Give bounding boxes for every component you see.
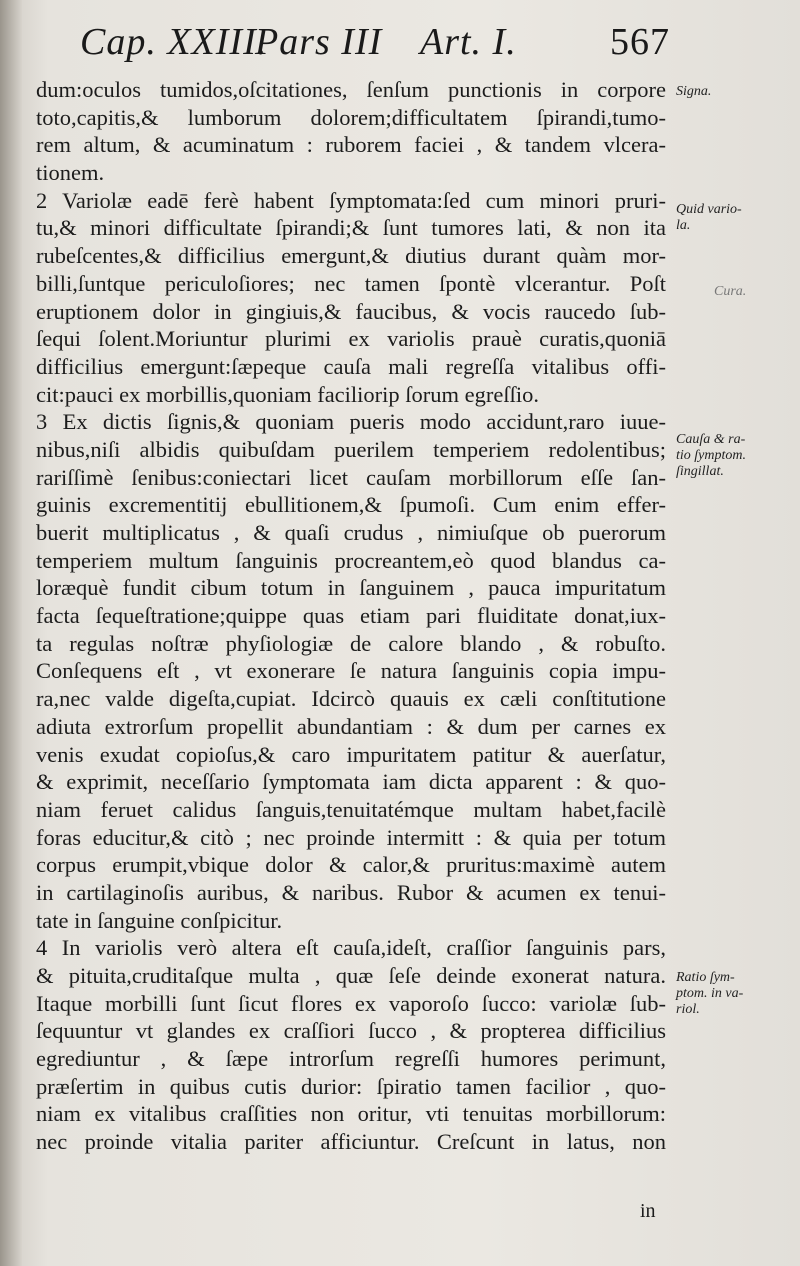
text-line: & pituita,cruditaſque multa , quæ ſeſe deinde exonerat natura.	[36, 963, 666, 988]
text-line: Conſequens eſt , vt exonerare ſe natura ſanguinis copia impu-	[36, 658, 666, 684]
text-line: Itaque morbilli ſunt ſicut flores ex vaporoſo ſucco: variolæ ſub-	[36, 990, 666, 1016]
text-line: dum:oculos tumidos,oſcitationes, ſenſum punctionis in corpore	[36, 77, 666, 102]
text-line: ta regulas noſtræ phyſiologiæ de calore blando , & robuſto.	[36, 630, 666, 656]
text-line: egrediuntur , & ſæpe introrſum regreſſi humores perimunt,	[36, 1046, 666, 1072]
text-line: adiuta extrorſum propellit abundantiam : & dum per carnes ex	[36, 713, 666, 739]
text-line: eruptionem dolor in gingiuis,& faucibus, & vocis raucedo ſub-	[36, 298, 666, 324]
text-line: niam ex vitalibus craſſities non oritur, vti tenuitas morbillorum:	[36, 1101, 666, 1127]
text-line: in cartilaginoſis auribus, & naribus. Rubor & acumen ex tenui-	[36, 879, 666, 905]
text-line: & exprimit, neceſſario ſymptomata iam dicta apparent : & quo-	[36, 769, 666, 795]
text-line: corpus erumpit,vbique dolor & calor,& pruritus:maximè autem	[36, 852, 666, 878]
running-header	[80, 20, 680, 80]
text-line: 2 Variolæ eadē ferè habent ſymptomata:ſed cum minori pruri-	[36, 187, 666, 213]
catchword: in	[640, 1200, 656, 1222]
page-binding-shadow	[0, 0, 22, 1266]
header-article: Art. I.	[420, 21, 517, 63]
text-line: temperiem multum ſanguinis procreantem,eò quod blandus ca-	[36, 547, 666, 573]
header-part: Pars III	[255, 21, 383, 63]
text-line: difficilius emergunt:ſæpeque cauſa mali regreſſa vitalibus offi-	[36, 353, 666, 379]
header-chapter: Cap. XXIII.	[80, 21, 268, 63]
text-line: ſequi ſolent.Moriuntur plurimi ex variolis prauè curatis,quoniā	[36, 326, 666, 352]
text-line: billi,ſuntque periculoſiores; nec tamen ſpontè vlcerantur. Poſt	[36, 270, 666, 296]
text-line: facta ſequeſtratione;quippe quas etiam pari fluiditate donat,iux-	[36, 603, 666, 629]
text-line: 3 Ex dictis ſignis,& quoniam pueris modo accidunt,raro iuue-	[36, 409, 666, 435]
margin-note-quid-variola: Quid vario- la.	[676, 202, 742, 233]
text-line: tu,& minori difficultate ſpirandi;& ſunt tumores lati, & non ita	[36, 215, 666, 241]
text-line: cit:pauci ex morbillis,quoniam faciliorip ſorum egreſſio.	[36, 381, 539, 407]
text-line: guinis excrementitij ebullitionem,& ſpumoſi. Cum enim effer-	[36, 492, 666, 518]
text-line: rubeſcentes,& difficilius emergunt,& diutius durant quàm mor-	[36, 243, 666, 269]
text-line: rariſſimè ſenibus:coniectari licet cauſam morbillorum eſſe ſan-	[36, 464, 666, 490]
text-line: tionem.	[36, 160, 105, 186]
text-line: tate in ſanguine conſpicitur.	[36, 907, 283, 933]
text-line: niam feruet calidus ſanguis,tenuitatémque multam habet,facilè	[36, 796, 666, 822]
text-line: loræquè fundit cibum totum in ſanguinem , pauca impuritatum	[36, 575, 666, 601]
text-line: ſequuntur vt glandes ex craſſiori ſucco , & propterea difficilius	[36, 1018, 666, 1044]
margin-note-causa: Cauſa & ra- tio ſymptom. ſingillat.	[676, 432, 746, 479]
text-line: toto,capitis,& lumborum dolorem;difficultatem ſpirandi,tumo-	[36, 104, 666, 130]
text-line: nibus,niſi albidis quibuſdam puerilem temperiem redolentibus;	[36, 436, 666, 462]
text-line: præſertim in quibus cutis durior: ſpiratio tamen facilior , quo-	[36, 1073, 666, 1099]
margin-note-cura: Cura.	[714, 284, 747, 299]
text-line: buerit multiplicatus , & quaſi crudus , nimiuſque ob puerorum	[36, 520, 666, 545]
text-line: venis exudat copioſus,& caro impuritatem patitur & auerſatur,	[36, 741, 666, 767]
main-text-block	[36, 76, 666, 1156]
page-number: 567	[610, 21, 670, 63]
text-line: ra,nec valde digeſta,cupiat. Idcircò quauis ex cæli conſtitutione	[36, 686, 666, 712]
margin-note-signa: Signa.	[676, 84, 712, 99]
margin-note-ratio: Ratio ſym- ptom. in va- riol.	[676, 970, 744, 1017]
text-line: 4 In variolis verò altera eſt cauſa,ideſt, craſſior ſanguinis pars,	[36, 935, 666, 961]
text-line: nec proinde vitalia pariter afficiuntur. Creſcunt in latus, non	[36, 1129, 666, 1155]
text-line: foras educitur,& citò ; nec proinde intermitt : & quia per totum	[36, 824, 666, 850]
text-line: rem altum, & acuminatum : ruborem faciei , & tandem vlcera-	[36, 132, 666, 158]
